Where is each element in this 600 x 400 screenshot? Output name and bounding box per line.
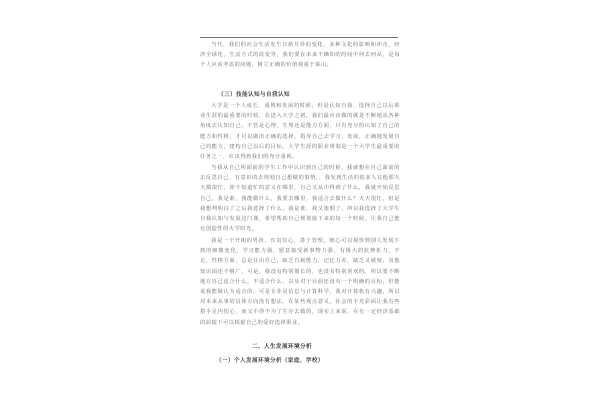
subheading-personal-environment: （一）个人发展环境分析（家庭、学校） [216, 358, 324, 364]
paragraph-personality: 我是一个开朗的男孩，有责任心，善于管理，细心可以观察到别人发现不到的细微变化，学习能力强，愿意接受新事物力强，有极大的抗挫折力，不足，性格方面，总是任由自己，缺乏自制能力，记忆力差，缺乏灵敏度，其他知识面还不够广，可是，我没有特别擅长的，也没有特别喜欢的，所以要不断地在自己适合什么，不适合什么，以及对于目前还没有一个明确的目标，但能说我能做认为适合的，可是专业是信息与计算科学，我对计算机有兴趣，所以对未来从事的具体方向没有想法，在某些观点意义，社会的不光彩面让我有些措手足内伤心，而又不得不为了生存去做的，现实上来说，在有一定经济基础的前提下可以根据自己的爱好选择职业。 [200, 238, 400, 326]
section-title-environment: 二、人生发展环境分析 [252, 344, 312, 350]
paragraph-contemporary-society: 当代，我们的社会生活发生日新月异的变化，多种文化的影响和冲击，经济全球化，生活方式的改变等，我们要在未来不确知的时间中何去何从，是每个人应该考虑的问题，树立正确的价值观重于泰山。 [200, 42, 400, 69]
paragraph-university-growth: 大学是一个人成长、成熟和发展的时候，但是认知自我、选择自己以后职业生涯的最重要的时候，在进入大学之初，我们最应该做的就是不断地从各种角度去认知自己，不管是心理、生理还是能力方面，只有充分的认知了自己的能力和性格，才可以做出正确的选择，指导自己去学习，发展，正确地发展自己的能力，建构自己以后的目标，大学生涯的职业规划是一个大学生最重要的任务之一，应该得到我们的充分重视。 [200, 103, 400, 161]
header-rule [200, 37, 398, 38]
paragraph-reflection: 当我从自己所面前的学生工作中认识到自己的时候，我就想在自己面前的去反思自己，有意识的去规划自己想做的事情，，我发现生活的很多人在他那天天都很忙，却不知道忙的意义在哪里，自己又从中得到了什么，我就开始反思自己，我是谁，我能做什么，我要去哪里，我适合去做什么？天天很忙，但是我想判明白了之后我选择了什么，我是谁，我又迷惘了，所以我选择了大学生自我认知与发展这门课，希望帮助自己规划接下来的每一个时候，让我自己能有创造性的大学时光。 [200, 165, 400, 233]
subheading-self-cognition: （三）技能认知与自我认知 [218, 92, 290, 98]
